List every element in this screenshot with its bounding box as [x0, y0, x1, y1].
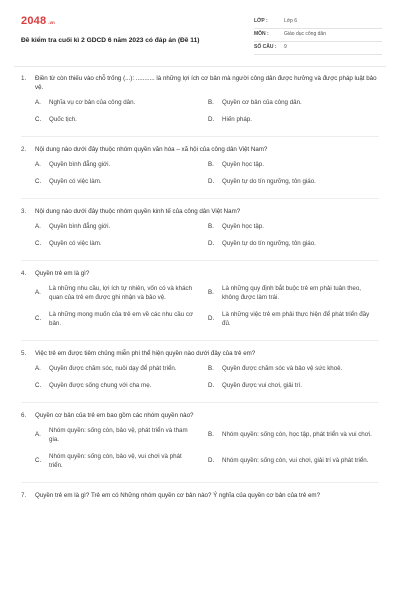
option-letter: C.	[35, 115, 42, 123]
answer-options	[35, 285, 379, 329]
answer-option[interactable]	[35, 311, 208, 329]
question-number: 2.	[21, 145, 27, 153]
option-text: Quyền được sống chung với cha mẹ.	[49, 381, 152, 389]
meta-value: 9	[284, 44, 287, 51]
option-text: Quyền có việc làm.	[49, 239, 102, 247]
option-letter: A.	[35, 431, 41, 439]
answer-option[interactable]	[35, 99, 208, 108]
option-text: Quyền được chăm sóc, nuôi dạy để phát triển.	[49, 364, 177, 372]
question-number: 1.	[21, 75, 27, 82]
answer-option[interactable]	[208, 365, 379, 374]
answer-option[interactable]	[35, 365, 208, 374]
question-item	[21, 350, 379, 391]
question-divider	[21, 136, 379, 137]
meta-row-class	[254, 16, 382, 29]
brand-block	[21, 14, 246, 66]
option-text: Quyền học tập.	[222, 222, 264, 230]
question-divider	[21, 402, 379, 403]
question-item	[21, 270, 379, 329]
answer-option[interactable]	[35, 382, 208, 391]
answer-option[interactable]	[208, 240, 379, 249]
logo-main-text: 2048	[21, 15, 47, 27]
option-letter: B.	[208, 289, 214, 297]
answer-option[interactable]	[208, 178, 379, 187]
option-letter: C.	[35, 315, 42, 323]
option-letter: B.	[208, 364, 214, 372]
option-letter: C.	[35, 177, 42, 185]
option-text: Là những quy định bắt buộc trẻ em phải tuân theo, không được làm trái.	[222, 284, 361, 301]
option-text: Quyền tự do tín ngưỡng, tôn giáo.	[222, 239, 316, 247]
question-item	[21, 75, 379, 125]
option-text: Nhóm quyền: sống còn, bảo vệ, phát triển và tham gia.	[49, 426, 188, 443]
question-divider	[21, 482, 379, 483]
option-letter: A.	[35, 160, 41, 168]
option-text: Là những mong muốn của trẻ em về các nhu cầu cơ bản.	[49, 310, 194, 327]
question-text: Nội dung nào dưới đây thuộc nhóm quyền văn hóa – xã hội của công dân Việt Nam?	[35, 145, 268, 153]
option-letter: C.	[35, 381, 42, 389]
option-text: Quyền có việc làm.	[49, 177, 102, 185]
answer-option[interactable]	[35, 116, 208, 125]
meta-value: Giáo dục công dân	[284, 31, 326, 38]
question-item	[21, 146, 379, 187]
answer-option[interactable]	[208, 223, 379, 232]
option-letter: B.	[208, 98, 214, 106]
answer-option[interactable]	[35, 240, 208, 249]
question-text: Quyền trẻ em là gì? Trẻ em có Những nhóm quyền cơ bản nào? Ý nghĩa của quyền cơ bản của trẻ em?	[35, 491, 321, 499]
option-letter: D.	[208, 315, 215, 323]
option-text: Quyền bình đẳng giới.	[49, 160, 111, 168]
meta-value: Lớp 6	[284, 18, 298, 25]
question-head	[21, 146, 379, 155]
option-letter: C.	[35, 457, 42, 465]
option-letter: D.	[208, 177, 215, 185]
option-letter: D.	[208, 457, 215, 465]
question-head	[21, 350, 379, 359]
option-text: Quyền được vui chơi, giải trí.	[222, 381, 303, 389]
answer-option[interactable]	[35, 453, 208, 471]
question-head	[21, 270, 379, 279]
option-letter: B.	[208, 431, 214, 439]
option-letter: A.	[35, 98, 41, 106]
exam-title: Đề kiểm tra cuối kì 2 GDCD 6 năm 2023 có đáp án (Đề 11)	[21, 36, 200, 44]
question-head	[21, 208, 379, 217]
exam-meta-table	[254, 16, 382, 66]
question-head	[21, 412, 379, 421]
option-text: Nhóm quyền: sống còn, vui chơi, giải trí và phát triển.	[222, 457, 369, 465]
meta-row-count	[254, 42, 382, 55]
question-text: Nội dung nào dưới đây thuộc nhóm quyền kinh tế của công dân Việt Nam?	[35, 207, 241, 215]
option-letter: C.	[35, 239, 42, 247]
option-text: Hiến pháp.	[222, 115, 252, 123]
option-letter: A.	[35, 364, 41, 372]
option-text: Quyền cơ bản của công dân.	[222, 98, 302, 106]
option-letter: A.	[35, 222, 41, 230]
answer-option[interactable]	[35, 223, 208, 232]
option-letter: D.	[208, 115, 215, 123]
answer-option[interactable]	[35, 285, 208, 303]
answer-option[interactable]	[208, 285, 379, 303]
option-letter: D.	[208, 239, 215, 247]
answer-option[interactable]	[208, 161, 379, 170]
option-text: Nghĩa vụ cơ bản của công dân.	[49, 98, 136, 106]
logo-sub-text: .vn	[48, 20, 55, 25]
question-number: 3.	[21, 207, 27, 215]
meta-label: MÔN :	[254, 31, 269, 38]
question-item	[21, 208, 379, 249]
answer-option[interactable]	[208, 453, 379, 471]
question-number: 5.	[21, 349, 27, 357]
answer-option[interactable]	[208, 382, 379, 391]
option-text: Quốc tịch.	[49, 115, 77, 123]
meta-label: LỚP :	[254, 18, 268, 25]
answer-options	[35, 365, 379, 391]
meta-row-subject	[254, 29, 382, 42]
question-head	[21, 75, 379, 93]
meta-label: SỐ CÂU :	[254, 44, 277, 51]
answer-option[interactable]	[208, 99, 379, 108]
answer-option[interactable]	[35, 161, 208, 170]
option-letter: B.	[208, 222, 214, 230]
option-letter: A.	[35, 289, 41, 297]
answer-option[interactable]	[208, 311, 379, 329]
option-text: Quyền bình đẳng giới.	[49, 222, 111, 230]
question-number: 7.	[21, 491, 27, 499]
option-letter: B.	[208, 160, 214, 168]
site-logo[interactable]	[21, 14, 246, 30]
question-divider	[21, 340, 379, 341]
answer-option[interactable]	[35, 178, 208, 187]
option-text: Là những nhu cầu, lợi ích tự nhiên, vốn có và khách quan của trẻ em được ghi nhận và bảo vệ.	[49, 284, 193, 301]
answer-options	[35, 161, 379, 187]
answer-options	[35, 427, 379, 471]
question-head	[21, 492, 379, 501]
question-divider	[21, 198, 379, 199]
answer-option[interactable]	[208, 116, 379, 125]
answer-options	[35, 223, 379, 249]
question-divider	[21, 260, 379, 261]
question-text: Quyền cơ bản của trẻ em bao gồm các nhóm quyền nào?	[35, 411, 194, 419]
question-item	[21, 412, 379, 471]
option-text: Quyền được chăm sóc và bảo vệ sức khoẻ.	[222, 364, 343, 372]
question-text: Quyền trẻ em là gì?	[35, 269, 90, 277]
question-number: 4.	[21, 269, 27, 277]
answer-option[interactable]	[35, 427, 208, 445]
option-letter: D.	[208, 381, 215, 389]
answer-option[interactable]	[208, 427, 379, 445]
question-item	[21, 492, 379, 501]
option-text: Quyền học tập.	[222, 160, 264, 168]
option-text: Nhóm quyền: sống còn, học tập, phát triển và vui chơi.	[222, 431, 372, 439]
option-text: Là những việc trẻ em phải thực hiện để phát triển đầy đủ.	[222, 310, 370, 327]
page-header	[0, 0, 400, 66]
option-text: Nhóm quyền: sống còn, bảo vệ, vui chơi và phát triển.	[49, 452, 182, 469]
question-list	[0, 67, 400, 501]
question-text: Điền từ còn thiếu vào chỗ trống (...): ........... là những lợi ích cơ bản mà người công dân được hưởng và được pháp luật bảo vệ.	[35, 75, 377, 91]
question-text: Việc trẻ em được tiêm chủng miễn phí thể hiện quyền nào dưới đây của trẻ em?	[35, 349, 256, 357]
answer-options	[35, 99, 379, 125]
question-number: 6.	[21, 411, 27, 419]
option-text: Quyền tự do tín ngưỡng, tôn giáo.	[222, 177, 316, 185]
